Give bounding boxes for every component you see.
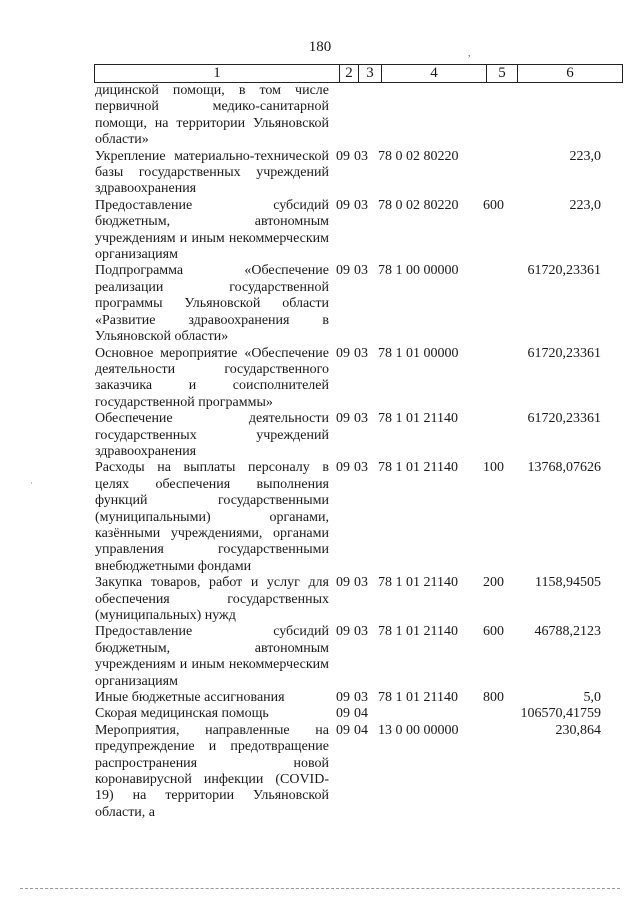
row-pr: 03 [354, 411, 368, 427]
row-pr: 03 [354, 624, 368, 640]
row-rz: 09 [336, 148, 350, 164]
table-row [95, 346, 615, 412]
row-amount: 13768,07626 [527, 460, 601, 476]
row-csr: 78 1 01 21140 [378, 460, 458, 476]
table-header [94, 64, 623, 83]
row-vr [481, 263, 511, 345]
row-rz: 09 [336, 263, 350, 279]
table-row [95, 460, 615, 575]
row-vr [481, 723, 511, 821]
row-pr: 03 [354, 263, 368, 279]
row-name: Предоставление субсидий бюджетным, автономным учреждениям и иным некоммерческим организациям [95, 197, 329, 263]
header-col-2: 2 [340, 65, 359, 83]
row-pr: 03 [354, 345, 368, 361]
header-col-5: 5 [487, 65, 518, 83]
header-col-6: 6 [518, 65, 623, 83]
row-rz: 09 [336, 345, 350, 361]
row-rz: 09 [336, 722, 350, 738]
row-name: Расходы на выплаты персоналу в целях обеспечения выполнения функций государственными (муниципальными) органами, казёнными учреждениями, органами управления государственными внебюджетными фондами [95, 460, 329, 574]
margin-mark: · [30, 478, 33, 488]
row-vr: 600 [483, 624, 504, 640]
row-amount: 223,0 [569, 148, 601, 164]
table-row [95, 411, 615, 460]
row-csr [376, 706, 481, 722]
row-name: Подпрограмма «Обеспечение реализации государственной программы Ульяновской области «Развитие здравоохранения в Ульяновской области» [95, 263, 329, 345]
row-amount: 5,0 [583, 690, 601, 706]
stray-mark: , [468, 48, 471, 59]
row-csr: 78 1 01 21140 [378, 624, 458, 640]
row-amount: 46788,2123 [534, 624, 601, 640]
table-row [95, 263, 615, 345]
row-name: дицинской помощи, в том числе первичной медико-санитарной помощи, на территории Ульяновской области» [95, 83, 329, 148]
row-csr [376, 83, 481, 149]
table-row [95, 575, 615, 624]
row-pr: 03 [354, 575, 368, 591]
row-amount: 106570,41759 [520, 706, 601, 722]
row-csr: 78 1 01 00000 [378, 345, 459, 361]
row-name: Скорая медицинская помощь [95, 706, 269, 722]
row-vr: 100 [483, 460, 504, 476]
row-csr: 78 1 01 21140 [378, 411, 458, 427]
row-pr: 03 [354, 460, 368, 476]
row-vr [481, 83, 511, 149]
row-vr [481, 411, 511, 460]
row-pr: 03 [354, 148, 368, 164]
row-name: Укрепление материально-технической базы государственных учреждений здравоохранения [95, 148, 329, 197]
table-row [95, 624, 615, 690]
table-row [95, 149, 615, 198]
row-rz: 09 [336, 197, 350, 213]
row-amount: 223,0 [569, 197, 601, 213]
row-vr: 600 [483, 197, 504, 213]
row-csr: 13 0 00 00000 [378, 722, 459, 738]
table-row [95, 83, 615, 149]
row-csr: 78 1 01 21140 [378, 575, 458, 591]
row-amount: 61720,23361 [527, 263, 601, 279]
table-row [95, 198, 615, 264]
row-vr: 200 [483, 575, 504, 591]
row-rz [334, 83, 352, 149]
row-pr: 04 [354, 722, 368, 738]
row-amount: 61720,23361 [527, 345, 601, 361]
row-vr [481, 346, 511, 412]
row-amount: 61720,23361 [527, 411, 601, 427]
row-vr [481, 706, 511, 722]
row-rz: 09 [336, 411, 350, 427]
row-name: Основное мероприятие «Обеспечение деятельности государственного заказчика и соисполнителей государственной программы» [95, 345, 329, 410]
row-rz: 09 [336, 624, 350, 640]
row-name: Предоставление субсидий бюджетным, автономным учреждениям и иным некоммерческим организациям [95, 624, 329, 689]
row-name: Закупка товаров, работ и услуг для обеспечения государственных (муниципальных) нужд [95, 575, 329, 623]
header-col-4: 4 [382, 65, 487, 83]
row-pr: 03 [354, 197, 368, 213]
row-rz: 09 [336, 575, 350, 591]
row-amount: 230,864 [555, 722, 601, 738]
row-name: Иные бюджетные ассигнования [95, 690, 285, 706]
row-pr [352, 83, 376, 149]
scan-bottom-edge [20, 888, 620, 889]
row-amount [511, 83, 615, 149]
row-csr: 78 1 00 00000 [378, 263, 459, 279]
row-rz: 09 [336, 706, 350, 722]
row-csr: 78 1 01 21140 [378, 690, 458, 706]
row-name: Мероприятия, направленные на предупреждение и предотвращение распространения новой коронавирусной инфекции (COVID-19) на территории Ульяновской области, а [95, 722, 329, 820]
row-pr: 03 [354, 690, 368, 706]
row-amount: 1158,94505 [535, 575, 601, 591]
row-name: Обеспечение деятельности государственных учреждений здравоохранения [95, 411, 329, 459]
page-number: 180 [308, 39, 332, 55]
table-row [95, 706, 615, 722]
row-rz: 09 [336, 460, 350, 476]
row-vr [481, 149, 511, 198]
row-csr: 78 0 02 80220 [378, 197, 459, 213]
header-col-1: 1 [95, 65, 340, 83]
header-col-3: 3 [359, 65, 382, 83]
row-csr: 78 0 02 80220 [378, 148, 459, 164]
row-rz: 09 [336, 690, 350, 706]
row-vr: 800 [483, 690, 504, 706]
table-row [95, 723, 615, 821]
table-row [95, 690, 615, 706]
row-pr: 04 [354, 706, 368, 722]
budget-table-body [95, 83, 615, 821]
